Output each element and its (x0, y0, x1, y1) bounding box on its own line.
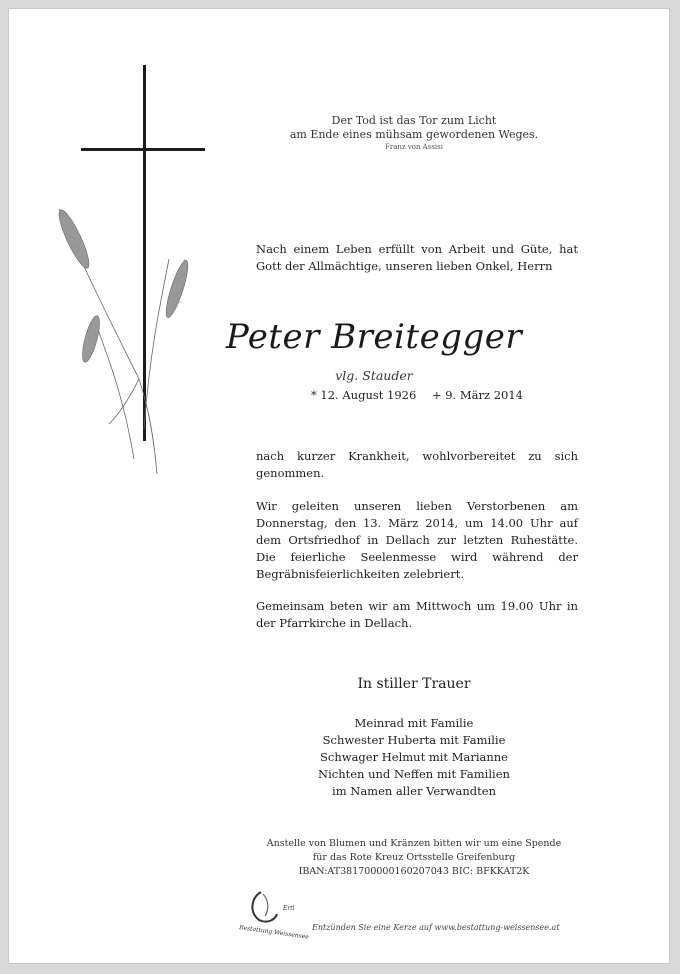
mourner-item: Meinrad mit Familie (354, 716, 474, 730)
paragraph-3: Gemeinsam beten wir am Mittwoch um 19.00 Uhr in der Pfarrkirche in Dellach. (256, 599, 578, 630)
donation-iban: IBAN:AT381700000160207043 BIC: BFKKAT2K (298, 866, 530, 877)
life-dates (267, 388, 567, 402)
candle-link-text[interactable]: Entzünden Sie eine Kerze auf www.bestattung-weissensee.at (312, 923, 560, 932)
mourner-item: im Namen aller Verwandten (332, 784, 496, 798)
death-date: + 9. März 2014 (431, 388, 523, 402)
paragraph-2: Wir geleiten unseren lieben Verstorbenen am Donnerstag, den 13. März 2014, um 14.00 Uhr auf dem Ortsfriedhof in Dellach zur letzten Ruhestätte. Die feierliche Seelenmesse wird während der Begräbnisfeierlichkeiten zelebriert. (256, 499, 578, 581)
mourners-list (259, 715, 569, 800)
donation-line-2: für das Rote Kreuz Ortsstelle Greifenburg (312, 852, 516, 863)
wheat-illustration (39, 199, 189, 484)
motto-line-2: am Ende eines mühsam gewordenen Weges. (289, 128, 539, 141)
logo-text-bestattung: Bestattung Weissensee (238, 924, 310, 941)
deceased-alias: vlg. Stauder (335, 368, 413, 383)
mourner-item: Schwager Helmut mit Marianne (320, 750, 508, 764)
logo-text-ertl: Ertl (283, 905, 295, 912)
intro-text: Nach einem Leben erfüllt von Arbeit und Güte, hat Gott der Allmächtige, unseren lieben Onkel, Herrn (256, 242, 578, 273)
birth-date: * 12. August 1926 (311, 388, 417, 402)
motto-quote (259, 114, 569, 152)
donation-line-1: Anstelle von Blumen und Kränzen bitten wir um eine Spende (266, 838, 562, 849)
deceased-name: Peter Breitegger (225, 317, 523, 357)
paragraph-1: nach kurzer Krankheit, wohlvorbereitet zu sich genommen. (256, 449, 578, 480)
motto-line-1: Der Tod ist das Tor zum Licht (331, 114, 497, 127)
obituary-card (8, 8, 670, 964)
mourner-item: Schwester Huberta mit Familie (322, 733, 506, 747)
mourner-item: Nichten und Neffen mit Familien (318, 767, 510, 781)
donation-note (229, 837, 599, 879)
motto-author: Franz von Assisi (384, 143, 443, 151)
trauer-heading: In stiller Trauer (357, 676, 471, 692)
cross-horizontal-bar (81, 148, 205, 151)
funeral-home-logo (231, 884, 310, 941)
